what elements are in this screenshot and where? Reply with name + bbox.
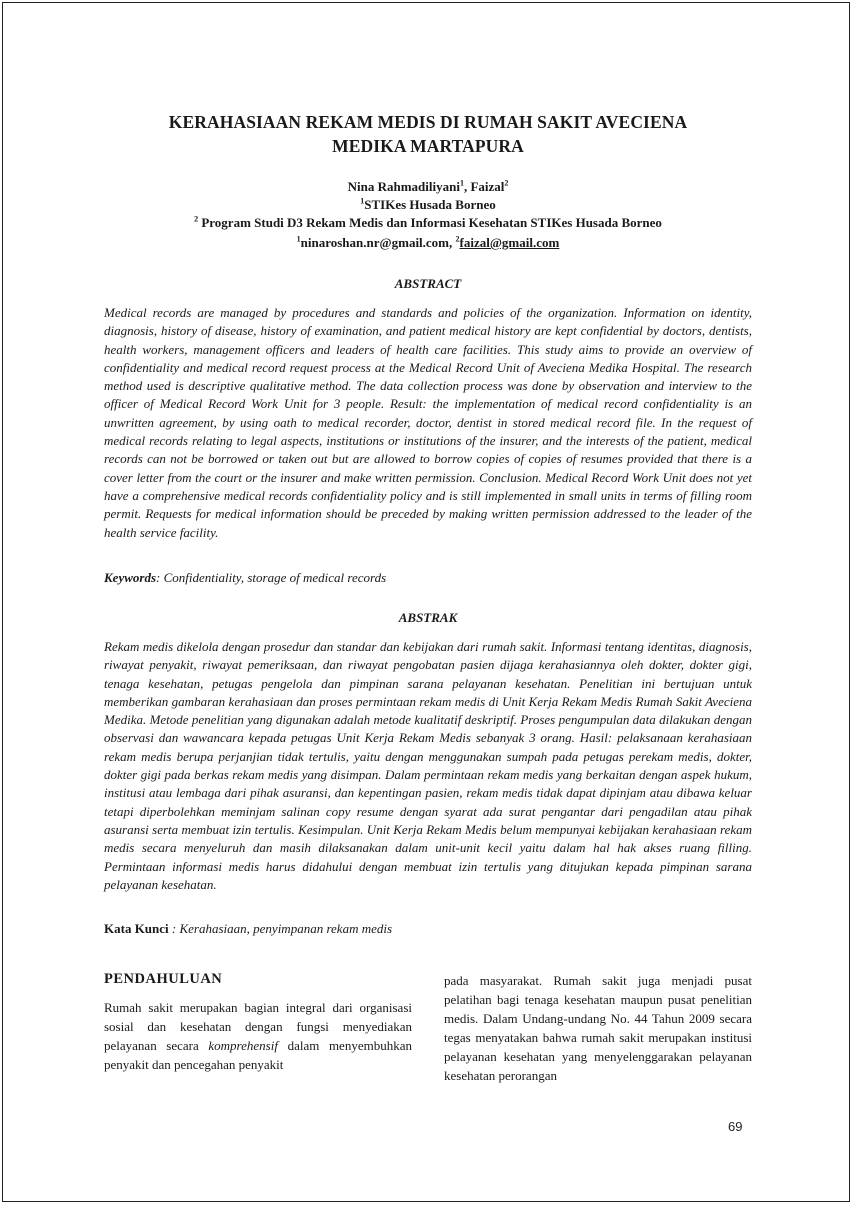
page-number: 69 [728, 1119, 743, 1134]
affiliation-1-sup: 1 [360, 196, 365, 206]
title-line-2: MEDIKA MARTAPURA [332, 136, 524, 156]
affiliation-1 [104, 196, 752, 214]
author-2: , Faizal [463, 179, 505, 194]
keywords-text: : Confidentiality, storage of medical records [156, 570, 387, 585]
kata-kunci-line [104, 920, 752, 938]
title-line-1: KERAHASIAAN REKAM MEDIS DI RUMAH SAKIT AVECIENA [168, 112, 688, 132]
affiliation-2-sup: 2 [194, 214, 199, 224]
email-2-link[interactable]: faizal@gmail.com [459, 235, 560, 250]
abstract-heading: ABSTRACT [394, 276, 462, 291]
section-heading-pendahuluan: PENDAHULUAN [104, 971, 223, 987]
abstract-text: Medical records are managed by procedures and standards and policies of the organization. Information on identity, diagnosis, history of disease, history of examination, and patient medical history are kept confidential by doctors, dentists, health workers, management officers and leaders of health care facilities. This study aims to provide an overview of confidentiality and medical record request process at the Medical Record Unit of Aveciena Medika Hospital. The research method used is descriptive qualitative method. The data collection process was done by observation and interview to the officer of Medical Record Work Unit for 3 people. Result: the implementation of medical record confidentiality is an unwritten agreement, by using oath to medical recorder, doctor, dentist in stored medical record file. In the request of medical records relating to legal aspects, institutions or institutions of the insurer, and the interests of the patient, medical records can not be borrowed or taken out but are allowed to borrow copies of copies of resumes provided that there is a cover letter from the court or the insurer and make written permission. Conclusion. Medical Record Work Unit does not yet have a comprehensive medical records confidentiality policy and is still implemented in small units in terms of filling room permit. Requests for medical information should be preceded by making written permission addressed to the leader of the health service facility. [104, 305, 752, 540]
paper-title [104, 110, 752, 158]
abstrak-heading: ABSTRAK [398, 610, 458, 625]
abstrak-text: Rekam medis dikelola dengan prosedur dan standar dan kebijakan dari rumah sakit. Informasi tentang identitas, diagnosis, riwayat penyakit, riwayat pemeriksaan, dan riwayat pengobatan pasien dijaga kerahasiannya oleh dokter, dokter gigi, tenaga kesehatan, petugas pengelola dan pimpinan sarana pelayanan kesehatan. Penelitian ini bertujuan untuk memberikan gambaran kerahasiaan dan proses permintaan rekam medis di Unit Kerja Rekam Medis Rumah Sakit Aveciena Medika. Metode penelitian yang digunakan adalah metode kualitatif deskriptif. Proses pengumpulan data dilakukan dengan observasi dan wawancara kepada petugas Unit Kerja Rekam Medis sebanyak 3 orang. Hasil: pelaksanaan kerahasiaan rekam medis berupa perjanjian tidak tertulis, yaitu dengan menggunakan sumpah pada petugas perekam medis, dokter, dokter gigi pada berkas rekam medis yang disimpan. Dalam permintaan rekam medis yang berkaitan dengan aspek hukum, institusi atau lembaga dari pihak asuransi, dan kepentingan pasien, rekam medis tidak dapat dipinjam atau dibawa keluar tetapi diperbolehkan meminjam salinan copy resume dengan syarat ada surat pengantar dari pengadilan atau pihak asuransi serta membuat izin tertulis. Kesimpulan. Unit Kerja Rekam Medis belum mempunyai kebijakan kerahasiaan rekam medis secara menyeluruh dan masih dilaksanakan dalam unit-unit kecil yaitu dalam hal hak akses ruang filling. Permintaan informasi medis harus didahului dengan membuat izin tertulis yang ditujukan kepada pimpinan sarana pelayanan kesehatan. [104, 639, 752, 892]
email-2-sup: 2 [455, 234, 460, 244]
intro-left-text-b: dalam menyembuhkan penyakit dan pencegahan penyakit [104, 1038, 412, 1072]
email-1-sup: 1 [296, 234, 301, 244]
affiliation-1-text: STIKes Husada Borneo [364, 197, 496, 212]
kata-kunci-label: Kata Kunci [104, 921, 169, 936]
intro-left-italic: komprehensif [208, 1038, 278, 1053]
email-1: ninaroshan.nr@gmail.com, [300, 235, 456, 250]
emails [104, 234, 752, 252]
author-1: Nina Rahmadiliyani [347, 179, 460, 194]
intro-left-column [104, 998, 412, 1074]
affiliation-2-text: Program Studi D3 Rekam Medis dan Informasi Kesehatan STIKes Husada Borneo [198, 215, 662, 230]
keywords-label: Keywords [104, 570, 156, 585]
author-names [104, 178, 752, 196]
kata-kunci-text: : Kerahasiaan, penyimpanan rekam medis [168, 921, 393, 936]
author-1-sup: 1 [459, 178, 464, 188]
intro-right-column: pada masyarakat. Rumah sakit juga menjadi pusat pelatihan bagi tenaga kesehatan maupun pusat penelitian medis. Dalam Undang-undang No. 44 Tahun 2009 secara tegas menyatakan bahwa rumah sakit merupakan institusi pelayanan kesehatan yang menyelenggarakan pelayanan kesehatan perorangan [444, 973, 752, 1083]
author-2-sup: 2 [504, 178, 509, 188]
author-block [104, 178, 752, 252]
affiliation-2 [104, 214, 752, 232]
intro-left-text-a: Rumah sakit merupakan bagian integral dari organisasi sosial dan kesehatan dengan fungsi menyediakan pelayanan secara [104, 1000, 412, 1053]
keywords-line [104, 569, 752, 587]
